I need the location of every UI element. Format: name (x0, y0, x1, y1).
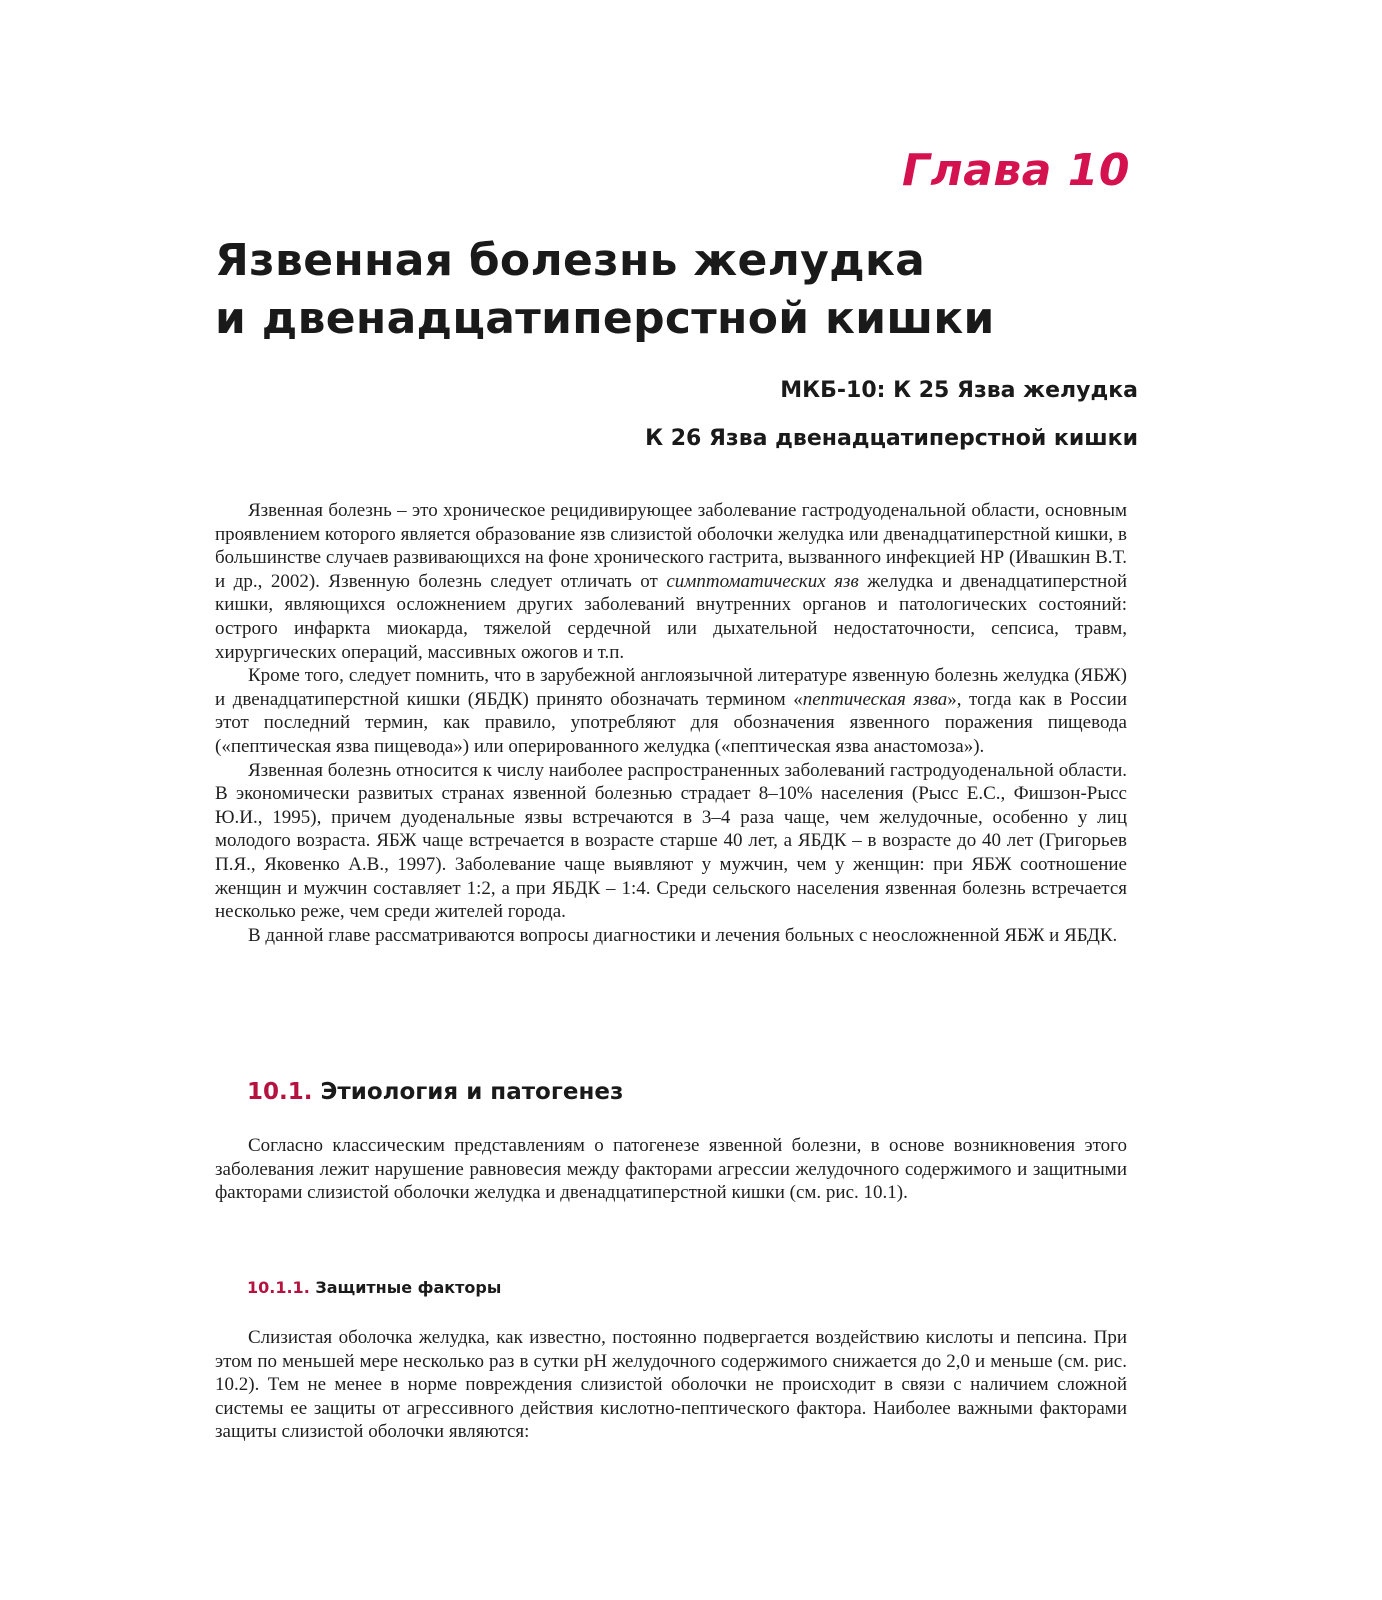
chapter-title (215, 232, 1215, 348)
section-title: Этиология и патогенез (312, 1079, 624, 1105)
subsection-number: 10.1.1. (247, 1278, 310, 1297)
icd-code-line-2: К 26 Язва двенадцатиперстной кишки (645, 426, 1138, 451)
section-heading-etiology (247, 1079, 623, 1105)
intro-paragraph-1 (215, 499, 1127, 664)
chapter-title-line-2: и двенадцатиперстной кишки (215, 293, 995, 344)
subsection-title: Защитные факторы (309, 1278, 502, 1297)
subsection-paragraph-1: Слизистая оболочка желудка, как известно, постоянно подвергается воздействию кислоты и пепсина. При этом по меньшей мере несколько раз в сутки pH желудочного содержимого снижается до 2,0 и меньше (см. рис. 10.2). Тем не менее в норме повреждения слизистой оболочки не происходит в связи с наличием сложной системы ее защиты от агрессивного действия кислотно-пептического фактора. Наиболее важными факторами защиты слизистой оболочки являются: (215, 1327, 1127, 1443)
section-paragraph-1: Согласно классическим представлениям о патогенезе язвенной болезни, в основе возникновения этого заболевания лежит нарушение равновесия между факторами агрессии желудочного содержимого и защитными факторами слизистой оболочки желудка и двенадцатиперстной кишки (см. рис. 10.1). (215, 1135, 1127, 1204)
intro-paragraph-1-text-b: желудка и двенадцатиперстной кишки, являющихся осложнением других заболеваний внутренних органов и патологических состояний: острого инфаркта миокарда, тяжелой сердечной или дыхательной недостаточности, сепсиса, травм, хирургических операций, массивных ожогов и т.п. (215, 570, 1128, 663)
section-number: 10.1. (247, 1079, 313, 1105)
section-text-block (215, 1134, 1127, 1205)
intro-paragraph-2-text-b: », тогда как в России этот последний термин, как правило, употребляют для обозначения язвенного поражения пищевода («пептическая язва пищевода») или оперированного желудка («пептическая язва анастомоза»). (215, 688, 1127, 757)
intro-paragraph-2 (215, 664, 1127, 758)
intro-paragraph-2-emphasis: пептическая язва (802, 688, 948, 710)
intro-text-block (215, 499, 1127, 947)
intro-paragraph-2-text-a: Кроме того, следует помнить, что в зарубежной англоязычной литературе язвенную болезнь желудка (ЯБЖ) и двенадцатиперстной кишки (ЯБДК) принято обозначать термином « (215, 665, 1127, 710)
intro-paragraph-1-emphasis: симптоматических язв (666, 570, 859, 592)
icd-code-line-1: МКБ-10: К 25 Язва желудка (780, 378, 1138, 403)
intro-paragraph-4: В данной главе рассматриваются вопросы диагностики и лечения больных с неосложненной ЯБЖ и ЯБДК. (248, 924, 1118, 946)
subsection-heading-protective-factors (247, 1278, 501, 1297)
chapter-title-line-1: Язвенная болезнь желудка (215, 235, 926, 286)
subsection-text-block (215, 1326, 1127, 1444)
intro-paragraph-1-text-a: Язвенная болезнь – это хроническое рецидивирующее заболевание гастродуоденальной области, основным проявлением которого является образование язв слизистой оболочки желудка или двенадцатиперстной кишки, в большинстве случаев развивающихся на фоне хронического гастрита, вызванного инфекцией НР (Ивашкин В.Т. и др., 2002). Язвенную болезнь следует отличать от (215, 500, 1127, 592)
chapter-label: Глава 10 (901, 145, 1130, 196)
intro-paragraph-3: Язвенная болезнь относится к числу наиболее распространенных заболеваний гастродуоденальной области. В экономически развитых странах язвенной болезнью страдает 8–10% населения (Рысс Е.С., Фишзон-Рысс Ю.И., 1995), причем дуоденальные язвы встречаются в 3–4 раза чаще, чем желудочные, особенно у лиц молодого возраста. ЯБЖ чаще встречается в возрасте старше 40 лет, а ЯБДК – в возрасте до 40 лет (Григорьев П.Я., Яковенко А.В., 1997). Заболевание чаще выявляют у мужчин, чем у женщин: при ЯБЖ соотношение женщин и мужчин составляет 1:2, а при ЯБДК – 1:4. Среди сельского населения язвенная болезнь встречается несколько реже, чем среди жителей города. (215, 759, 1127, 923)
